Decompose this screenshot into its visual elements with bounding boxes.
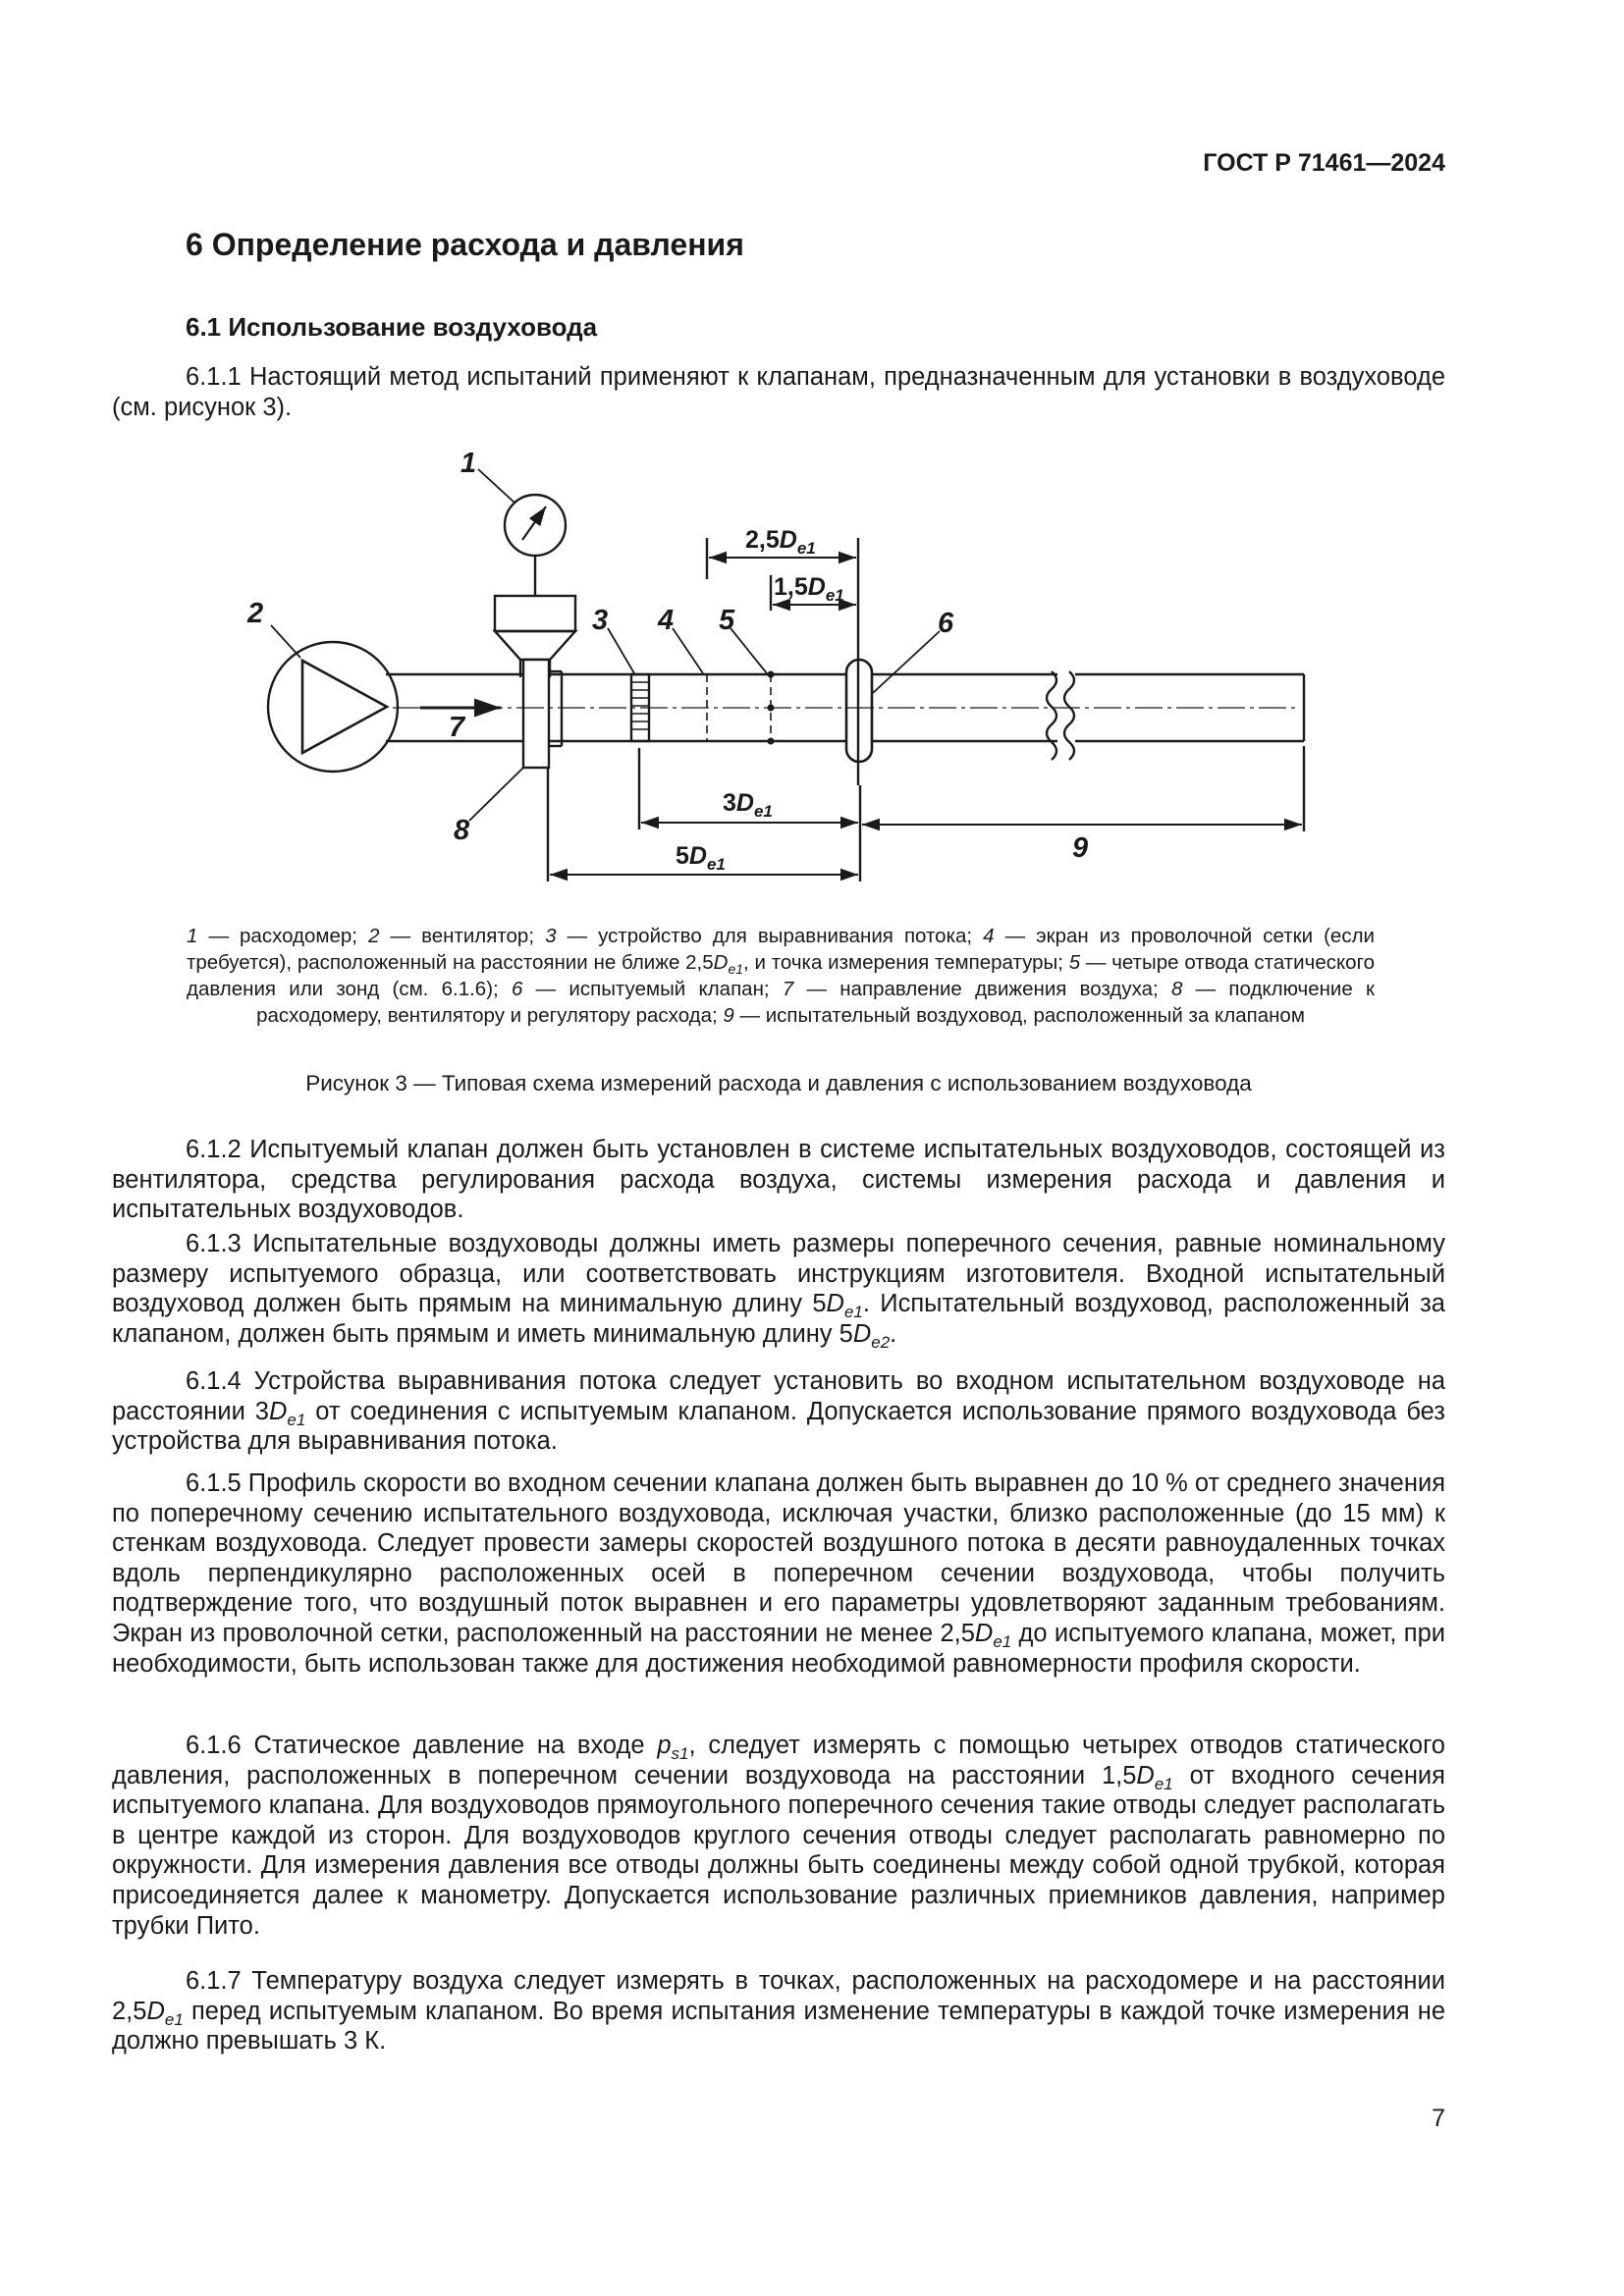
dim-label-1-5-De1: $1,5D_{e1}$	[774, 573, 844, 605]
label-9: 9	[1072, 832, 1089, 864]
figure-caption: Рисунок 3 — Типовая схема измерений расхода и давления с использованием воздуховода	[305, 1071, 1252, 1095]
paragraph-6-1-1: 6.1.1 Настоящий метод испытаний применяют к клапанам, предназначенным для установки в воздуховоде (см. рисунок 3).	[112, 363, 1445, 421]
document-number-header: ГОСТ Р 71461—2024	[1203, 149, 1445, 177]
label-6: 6	[938, 608, 954, 639]
subsection-title: 6.1 Использование воздуховода	[186, 312, 598, 342]
paragraph-6-1-5: 6.1.5 Профиль скорости во входном сечении клапана должен быть выравнен до 10 % от среднего значения по поперечному сечению испытательного воздуховода, исключая участки, близко расположенные (до 15 мм) к стенкам воздуховода. Следует провести замеры скоростей воздушного потока в десяти равноудаленных точках вдоль перпендикулярно расположенных осей в поперечном сечении воздуховода, чтобы получить подтверждение того, что воздушный поток выравнен и его параметры удовлетворяют заданным требованиям. Экран из проволочной сетки, расположенный на расстоянии не менее $2,5D_{e1}$ до испытуемого клапана, может, при необходимости, быть использован также для достижения необходимой равномерности профиля скорости.	[112, 1469, 1445, 1678]
paragraph-6-1-3: 6.1.3 Испытательные воздуховоды должны иметь размеры поперечного сечения, равные номинальному размеру испытуемого образца, или соответствовать инструкциям изготовителя. Входной испытательный воздуховод должен быть прямым на минимальную длину $5D_{e1}$. Испытательный воздуховод, расположенный за клапаном, должен быть прямым и иметь минимальную длину $5D_{e2}$.	[112, 1230, 1445, 1352]
label-1: 1	[460, 448, 477, 479]
label-7: 7	[449, 712, 465, 743]
figure-legend: 1 — расходомер; 2 — вентилятор; 3 — устройство для выравнивания потока; 4 — экран из проволочной сетки (если требуется), расположенный на расстоянии не ближе $2,5D_{e1}$, и точка измерения температуры; 5 — четыре отвода статического давления или зонд (см. 6.1.6); 6 — испытуемый клапан; 7 — направление движения воздуха; 8 — подключение к расходомеру, вентилятору и регулятору расхода; 9 — испытательный воздуховод, расположенный за клапаном	[187, 925, 1375, 1027]
label-3: 3	[592, 605, 609, 636]
fan-circle	[268, 642, 398, 772]
label-4: 4	[658, 605, 675, 636]
section-title: 6 Определение расхода и давления	[186, 227, 744, 262]
dim-label-5-De1: $5D_{e1}$	[676, 842, 726, 874]
fan-triangle	[302, 661, 387, 753]
paragraph-6-1-7: 6.1.7 Температуру воздуха следует измерять в точках, расположенных на расходомере и на расстоянии $2,5D_{e1}$ перед испытуемым клапаном. Во время испытания изменение температуры в каждой точке измерения не должно превышать 3 К.	[112, 1967, 1445, 2056]
paragraph-6-1-4: 6.1.4 Устройства выравнивания потока следует установить во входном испытательном воздуховоде на расстоянии $3D_{e1}$ от соединения с испытуемым клапаном. Допускается использование прямого воздуховода без устройства для выравнивания потока.	[112, 1367, 1445, 1456]
connection-flange	[523, 660, 549, 768]
label-8: 8	[454, 815, 470, 846]
duct-break-right	[1064, 671, 1074, 760]
page-number: 7	[1432, 2105, 1445, 2132]
paragraph-6-1-2: 6.1.2 Испытуемый клапан должен быть установлен в системе испытательных воздуховодов, состоящей из вентилятора, средства регулирования расхода воздуха, системы измерения расхода и давления и испытательных воздуховодов.	[112, 1136, 1445, 1224]
label-2: 2	[247, 598, 264, 629]
dim-label-2-5-De1: $2,5D_{e1}$	[745, 526, 816, 558]
label-5: 5	[719, 605, 735, 636]
duct-break-left	[1047, 671, 1056, 760]
figure-3-diagram	[0, 0, 1624, 923]
flowmeter-gauge	[505, 495, 566, 556]
flowmeter-body	[495, 596, 575, 631]
paragraph-6-1-6: 6.1.6 Статическое давление на входе $p_{s1}$, следует измерять с помощью четырех отводов статического давления, расположенных в поперечном сечении воздуховода на расстоянии $1,5D_{e1}$ от входного сечения испытуемого клапана. Для воздуховодов прямоугольного поперечного сечения такие отводы следует располагать в центре каждой из сторон. Для воздуховодов круглого сечения отводы следует располагать равномерно по окружности. Для измерения давления все отводы должны быть соединены между собой одной трубкой, которая присоединяется далее к манометру. Допускается использование различных приемников давления, например трубки Пито.	[112, 1732, 1445, 1940]
dim-label-3-De1: $3D_{e1}$	[723, 789, 773, 821]
